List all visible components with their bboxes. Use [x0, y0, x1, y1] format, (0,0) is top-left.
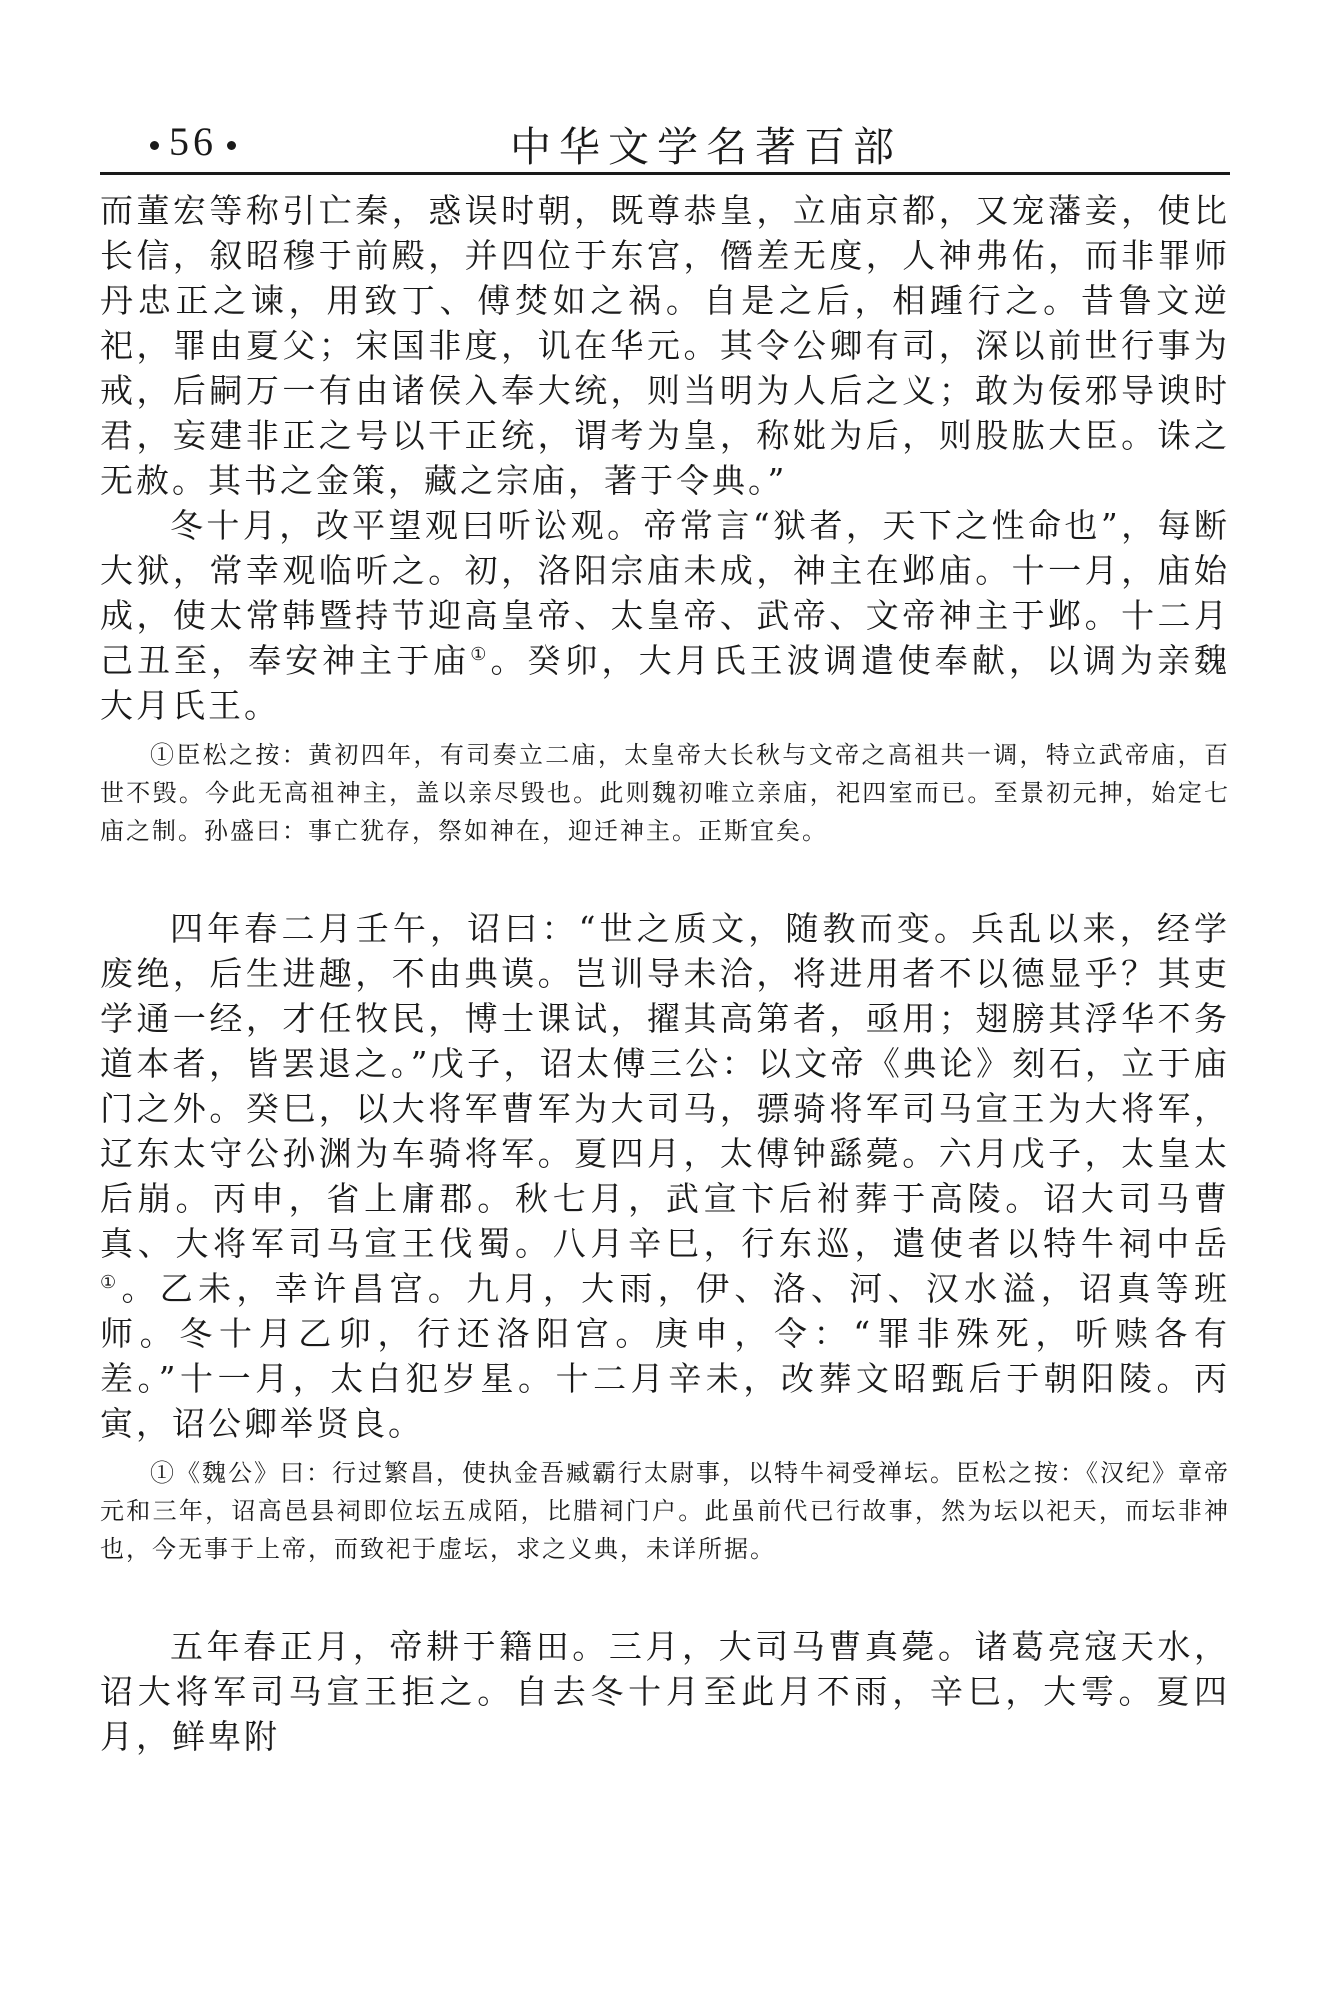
- footnote-marker: ①: [100, 1272, 122, 1293]
- page-number: [140, 118, 246, 165]
- page-header: [100, 110, 1230, 170]
- page-body: [100, 188, 1230, 1759]
- paragraph-2-text: 冬十月，改平望观曰听讼观。帝常言“狱者，天下之性命也”，每断大狱，常幸观临听之。初，洛阳宗庙未成，神主在邺庙。十一月，庙始成，使太常韩暨持节迎高皇帝、太皇帝、武帝、文帝神主于邺。十二月己丑至，奉安神主于庙: [100, 506, 1230, 680]
- paragraph-3-text: 四年春二月壬午，诏曰：“世之质文，随教而变。兵乱以来，经学废绝，后生进趣，不由典谟。岂训导未洽，将进用者不以德显乎？其吏学通一经，才任牧民，博士课试，擢其高第者，亟用；翅膀其浮华不务道本者，皆罢退之。”戊子，诏太傅三公：以文帝《典论》刻石，立于庙门之外。癸巳，以大将军曹军为大司马，骠骑将军司马宣王为大将军，辽东太守公孙渊为车骑将军。夏四月，太傅钟繇薨。六月戊子，太皇太后崩。丙申，省上庸郡。秋七月，武宣卞后祔葬于高陵。诏大司马曹真、大将军司马宣王伐蜀。八月辛巳，行东巡，遣使者以特牛祠中岳: [100, 909, 1230, 1263]
- page-number-value: 56: [169, 119, 217, 164]
- header-divider: [100, 172, 1230, 175]
- paragraph-2-tail: 。癸卯，大月氏王波调遣使奉献，以调为亲魏大月氏王。: [100, 641, 1231, 725]
- footnote-marker: ①: [470, 644, 491, 665]
- footnote-2: ①《魏公》曰：行过繁昌，使执金吾臧霸行太尉事，以特牛祠受禅坛。臣松之按：《汉纪》章帝元和三年，诏高邑县祠即位坛五成陌，比腊祠门户。此虽前代已行故事，然为坛以祀天，而坛非神也，今无事于上帝，而致祀于虚坛，求之义典，未详所据。: [100, 1459, 1230, 1563]
- paragraph-3: [100, 906, 1230, 1446]
- paragraph-3-tail: 。乙未，幸许昌宫。九月，大雨，伊、洛、河、汉水溢，诏真等班师。冬十月乙卯，行还洛阳宫。庚申，令：“罪非殊死，听赎各有差。”十一月，太白犯岁星。十二月辛未，改葬文昭甄后于朝阳陵。丙寅，诏公卿举贤良。: [100, 1269, 1231, 1443]
- section-gap: [100, 1568, 1230, 1624]
- section-gap: [100, 850, 1230, 906]
- paragraph-2: [100, 503, 1230, 728]
- bullet-dot-icon: [150, 141, 159, 150]
- footnote-1: ①臣松之按：黄初四年，有司奏立二庙，太皇帝大长秋与文帝之高祖共一调，特立武帝庙，百世不毁。今此无高祖神主，盖以亲尽毁也。此则魏初唯立亲庙，祀四室而已。至景初元抻，始定七庙之制。孙盛曰：事亡犹存，祭如神在，迎迁神主。正斯宜矣。: [100, 741, 1230, 845]
- book-title: 中华文学名著百部: [510, 123, 902, 171]
- bullet-dot-icon: [227, 141, 236, 150]
- paragraph-1: 而董宏等称引亡秦，惑误时朝，既尊恭皇，立庙京都，又宠藩妾，使比长信，叙昭穆于前殿，并四位于东宫，僭差无度，人神弗佑，而非罪师丹忠正之谏，用致丁、傅焚如之祸。自是之后，相踵行之。昔鲁文逆祀，罪由夏父；宋国非度，讥在华元。其令公卿有司，深以前世行事为戒，后嗣万一有由诸侯入奉大统，则当明为人后之义；敢为佞邪导谀时君，妄建非正之号以干正统，谓考为皇，称妣为后，则股肱大臣。诛之无赦。其书之金策，藏之宗庙，著于令典。”: [100, 191, 1230, 500]
- paragraph-4: 五年春正月，帝耕于籍田。三月，大司马曹真薨。诸葛亮寇天水，诏大将军司马宣王拒之。自去冬十月至此月不雨，辛巳，大雩。夏四月，鲜卑附: [100, 1627, 1230, 1756]
